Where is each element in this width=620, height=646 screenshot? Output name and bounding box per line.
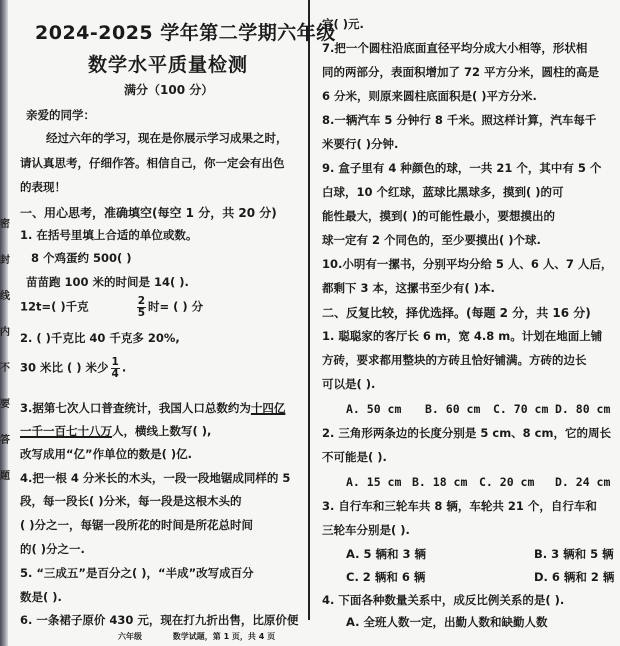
binding-char: 不	[0, 363, 10, 374]
mc-q4-option-a: A. 全班人数一定，出勤人数和缺勤人数	[346, 615, 548, 629]
q9-line-3: 能性最大，摸到( )的可能性最小，要想摸出的	[322, 209, 556, 223]
section1-heading: 一、用心思考，准确填空(每空 1 分，共 20 分)	[20, 206, 277, 220]
section2-heading: 二、反复比较，择优选择。(每题 2 分，共 16 分)	[322, 306, 591, 320]
intro-line-2: 请认真思考，仔细作答。相信自己，你一定会有出色	[20, 156, 285, 170]
q5-line-1: 5. “三成五”是百分之( )，“半成”改写成百分	[20, 566, 254, 580]
q8-line-2: 米要行( )分钟.	[322, 137, 399, 151]
q7-line-3: 6 分米，则原来圆柱底面积是( )平方分米.	[322, 89, 537, 103]
mc-q2-option-c: C. 20 cm	[479, 475, 535, 489]
q1-b: 苗苗跑 100 米的时间是 14( ).	[26, 275, 189, 289]
exam-title-line2: 数学水平质量检测	[88, 54, 249, 76]
fraction: $\frac{1}{4}$	[111, 356, 119, 380]
mc-q2-line-1: 2. 三角形两条边的长度分别是 5 cm、8 cm，它的周长	[322, 426, 611, 440]
q2-line-2: 30 米比 ( ) 米少 $\frac{1}{4}$ .	[20, 356, 127, 380]
q2-line-1: 2. ( )千克比 40 千克多 20%,	[20, 331, 180, 345]
mc-q1-line-1: 1. 聪聪家的客厅长 6 m，宽 4.8 m。计划在地面上铺	[322, 329, 603, 343]
q1-c-left: 12t=( )千克	[20, 299, 89, 314]
intro-line-1: 经过六年的学习，现在是你展示学习成果之时，	[46, 131, 288, 145]
q4-line-1: 4.把一根 4 分米长的木头，一段一段地锯成同样的 5	[20, 471, 291, 485]
mc-q3-option-b: B. 3 辆和 5 辆	[534, 547, 614, 561]
q10-line-1: 10.小明有一摞书，分别平均分给 5 人、6 人、7 人后，	[322, 257, 613, 271]
underlined-number: 一千一百七十八万	[20, 424, 112, 438]
mc-q2-option-d: D. 24 cm	[555, 475, 611, 489]
mc-q1-line-3: 可以是( ).	[322, 377, 376, 391]
q1-c-right: 时= ( ) 分	[148, 299, 204, 314]
page-footer	[118, 631, 303, 642]
q9-line-1: 9. 盒子里有 4 种颜色的球，一共 21 个，其中有 5 个	[322, 161, 602, 175]
q7-line-1: 7.把一个圆柱沿底面直径平均分成大小相等，形状相	[322, 41, 588, 55]
q3-line-1: 3.据第七次人口普查统计，我国人口总数约为十四亿	[20, 401, 286, 415]
mc-q3-option-a: A. 5 辆和 3 辆	[346, 547, 426, 561]
q1-a: 8 个鸡蛋约 500( )	[31, 251, 132, 265]
mc-q2-option-b: B. 18 cm	[412, 475, 468, 489]
underlined-number: 十四亿	[250, 401, 286, 415]
mc-q2-option-a: A. 15 cm	[346, 475, 402, 489]
mc-q3-line-2: 三轮车分别是( ).	[322, 523, 410, 537]
q3-line-3: 改写成用“亿”作单位的数是( )亿.	[20, 447, 192, 461]
mc-q1-option-b: B. 60 cm	[425, 402, 481, 416]
exam-title-line1: 2024-2025 学年第二学期六年级	[35, 22, 336, 44]
binding-char: 题	[0, 471, 10, 482]
mc-q3-option-d: D. 6 辆和 2 辆	[534, 570, 615, 584]
full-score: 满分（100 分）	[124, 83, 214, 97]
binding-char: 封	[0, 255, 10, 266]
footer-page-info: 数学试题，第 1 页，共 4 页	[172, 632, 276, 641]
binding-strip-text	[0, 220, 12, 482]
mc-q2-line-2: 不可能是( ).	[322, 450, 387, 464]
mc-q4-line-1: 4. 下面各种数量关系中，成反比例关系的是( ).	[322, 593, 565, 607]
binding-char: 要	[0, 399, 10, 410]
mc-q3-option-c: C. 2 辆和 6 辆	[346, 570, 426, 584]
fraction: $\frac{2}{5}$	[137, 295, 145, 319]
q1-c	[20, 296, 203, 318]
q1-stem: 1. 在括号里填上合适的单位或数。	[20, 228, 198, 242]
q6-line-1: 6. 一条裙子原价 430 元，现在打九折出售，比原价便	[20, 613, 299, 627]
intro-line-3: 的表现！	[20, 180, 66, 194]
q10-line-2: 都剩下 3 本，这摞书至少有( )本.	[322, 281, 495, 295]
q8-line-1: 8.一辆汽车 5 分钟行 8 千米。照这样计算，汽车每千	[322, 113, 597, 127]
binding-char: 密	[0, 219, 10, 230]
q5-line-2: 数是( ).	[20, 590, 62, 604]
binding-char: 线	[0, 291, 10, 302]
q4-line-3: ( )分之一，每锯一段所花的时间是所花总时间	[20, 518, 254, 532]
q7-line-2: 同的两部分，表面积增加了 72 平方分米，圆柱的高是	[322, 65, 600, 79]
column-divider	[308, 0, 310, 620]
mc-q3-line-1: 3. 自行车和三轮车共 8 辆，车轮共 21 个，自行车和	[322, 499, 597, 513]
binding-char: 内	[0, 327, 10, 338]
q4-line-4: 的( )分之一.	[20, 542, 85, 556]
greeting: 亲爱的同学：	[26, 108, 95, 122]
q9-line-2: 白球，10 个红球，蓝球比黑球多，摸到( )的可	[322, 185, 564, 199]
q9-line-4: 球一定有 2 个同色的，至少要摸出( )个球.	[322, 233, 541, 247]
q3-line-2: 一千一百七十八万人，横线上数写( ),	[20, 424, 212, 438]
q4-line-2: 段，每一段长( )分米，每一段是这根木头的	[20, 494, 242, 508]
mc-q1-option-a: A. 50 cm	[346, 402, 402, 416]
q6-line-2: 宜( )元.	[322, 17, 364, 31]
binding-char: 答	[0, 435, 10, 446]
mc-q1-option-d: D. 80 cm	[555, 402, 611, 416]
footer-grade: 六年级	[118, 632, 142, 641]
mc-q1-line-2: 方砖，要求都用整块的方砖且恰好铺满。方砖的边长	[322, 353, 587, 367]
mc-q1-option-c: C. 70 cm	[493, 402, 549, 416]
